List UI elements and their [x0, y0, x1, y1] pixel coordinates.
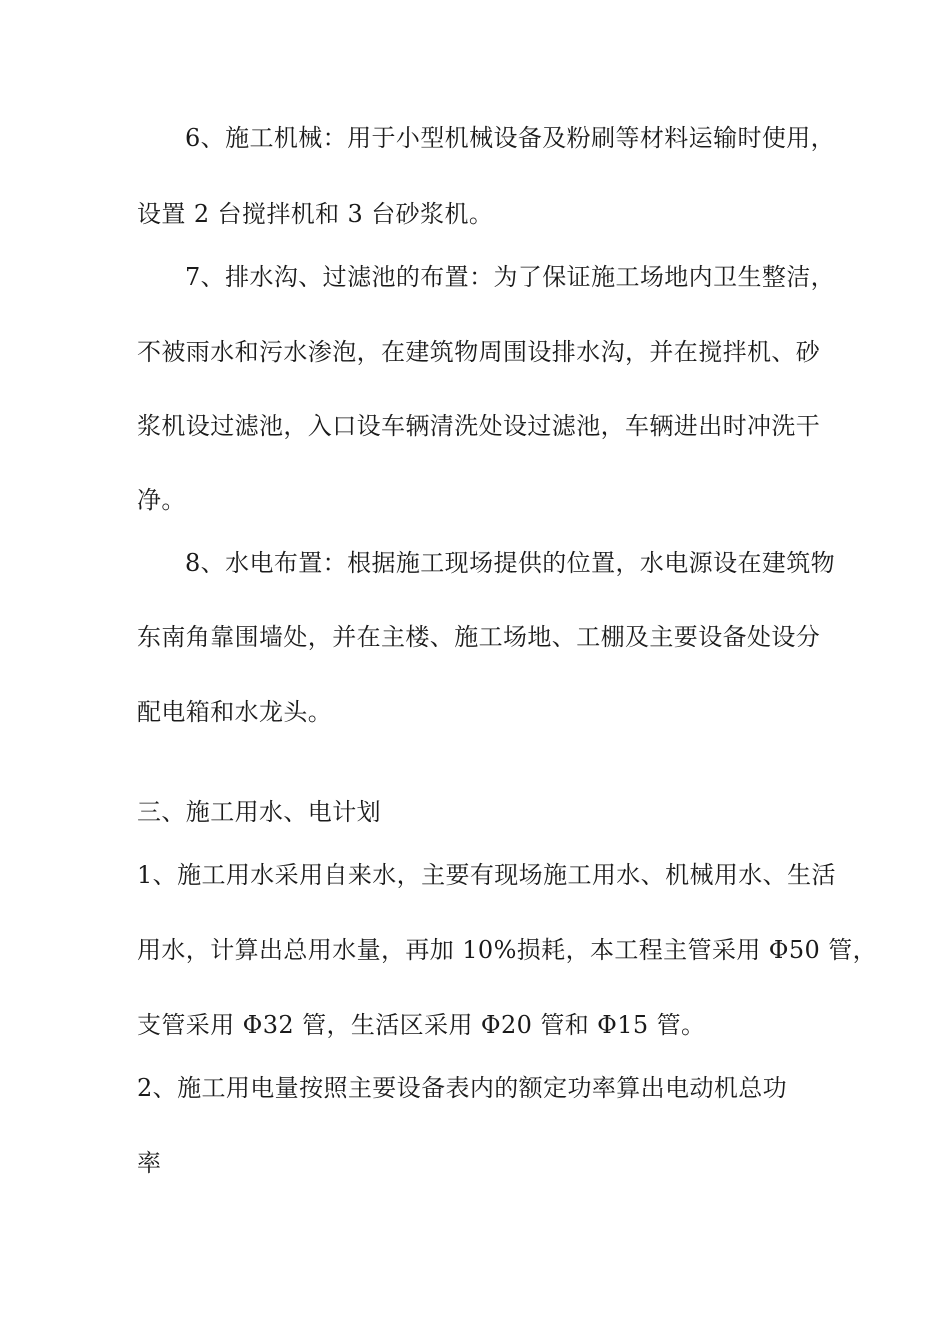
- paragraph-7-line-3: 浆机设过滤池，入口设车辆清洗处设过滤池，车辆进出时冲洗干: [137, 412, 821, 440]
- paragraph-7-line-1: 7、排水沟、过滤池的布置：为了保证施工场地内卫生整洁，: [185, 263, 836, 291]
- item-2-line-1: 2、施工用电量按照主要设备表内的额定功率算出电动机总功: [137, 1074, 788, 1102]
- item-2-line-2: 率: [137, 1149, 162, 1177]
- paragraph-7-line-2: 不被雨水和污水渗泡，在建筑物周围设排水沟，并在搅拌机、砂: [137, 338, 821, 366]
- section-heading: 三、施工用水、电计划: [137, 798, 381, 826]
- item-1-line-1: 1、施工用水采用自来水，主要有现场施工用水、机械用水、生活: [137, 861, 836, 889]
- paragraph-8-line-1: 8、水电布置：根据施工现场提供的位置，水电源设在建筑物: [185, 549, 836, 577]
- paragraph-6-line-2: 设置 2 台搅拌机和 3 台砂浆机。: [137, 200, 494, 228]
- paragraph-8-line-2: 东南角靠围墙处，并在主楼、施工场地、工棚及主要设备处设分: [137, 623, 821, 651]
- paragraph-8-line-3: 配电箱和水龙头。: [137, 698, 333, 726]
- paragraph-7-line-4: 净。: [137, 486, 186, 514]
- item-1-line-2: 用水，计算出总用水量，再加 10%损耗，本工程主管采用 Φ50 管，: [137, 936, 878, 964]
- paragraph-6-line-1: 6、施工机械：用于小型机械设备及粉刷等材料运输时使用，: [185, 124, 836, 152]
- item-1-line-3: 支管采用 Φ32 管，生活区采用 Φ20 管和 Φ15 管。: [137, 1011, 706, 1039]
